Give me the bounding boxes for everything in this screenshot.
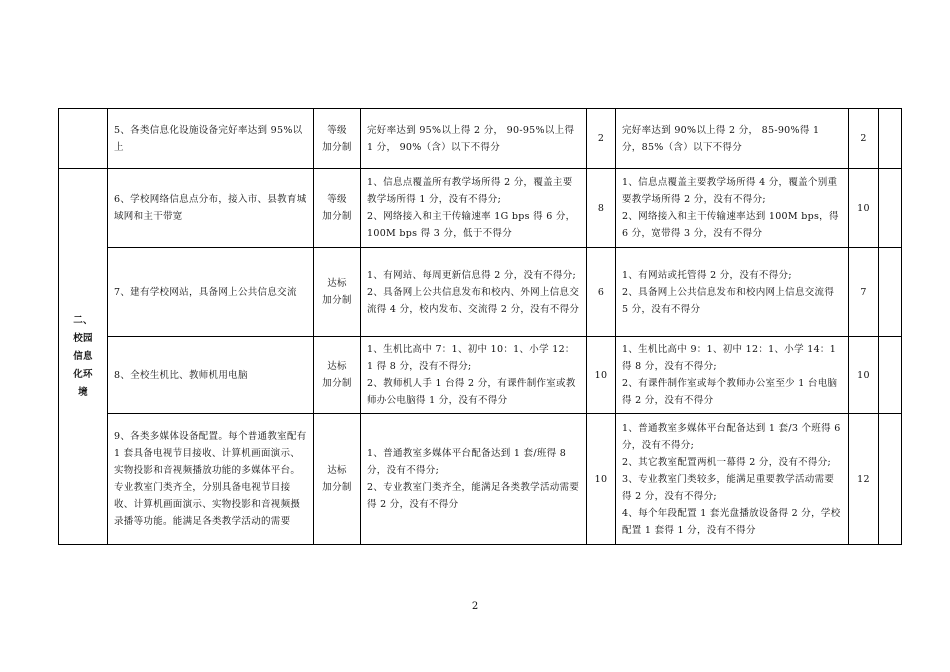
method-cell: 达标 加分制	[314, 337, 361, 414]
remark-cell	[879, 109, 902, 169]
method-cell: 等级 加分制	[314, 109, 361, 169]
standard-b-cell: 1、生机比高中 9：1、初中 12：1、小学 14：1 得 8 分，没有不得分; 2、有课件制作室或每个教师办公室至少 1 台电脑得 2 分，没有不得分	[616, 337, 849, 414]
standard-b-cell: 1、普通教室多媒体平台配备达到 1 套/3 个班得 6 分，没有不得分; 2、其它教室配置两机一幕得 2 分，没有不得分; 3、专业教室门类较多，能满足重要教学活动需要得 2 分，没有不得分; 4、每个年段配置 1 套光盘播放设备得 2 分，学校配置 1 套得 1 分，没有不得分	[616, 414, 849, 545]
score-b-cell: 2	[849, 109, 879, 169]
item-cell: 6、学校网络信息点分布，接入市、县教育城域网和主干带宽	[108, 169, 314, 248]
score-a-cell: 10	[587, 414, 616, 545]
evaluation-table	[58, 108, 902, 545]
remark-cell	[879, 337, 902, 414]
item-cell: 5、各类信息化设施设备完好率达到 95%以上	[108, 109, 314, 169]
item-cell: 9、各类多媒体设备配置。每个普通教室配有 1 套具备电视节目接收、计算机画面演示、实物投影和音视频播放功能的多媒体平台。专业教室门类齐全，分别具备电视节目接收、计算机画面演示、实物投影和音视频摄录播等功能。能满足各类教学活动的需要	[108, 414, 314, 545]
method-cell: 达标 加分制	[314, 414, 361, 545]
item-cell: 7、建有学校网站，具备网上公共信息交流	[108, 248, 314, 337]
score-a-cell: 6	[587, 248, 616, 337]
score-b-cell: 12	[849, 414, 879, 545]
standard-b-cell: 1、信息点覆盖主要教学场所得 4 分，覆盖个别重要教学场所得 2 分，没有不得分; 2、网络接入和主干传输速率达到 100M bps，得 6 分，宽带得 3 分，没有不得分	[616, 169, 849, 248]
standard-b-cell: 1、有网站或托管得 2 分，没有不得分; 2、具备网上公共信息发布和校内网上信息交流得 5 分，没有不得分	[616, 248, 849, 337]
standard-b-cell: 完好率达到 90%以上得 2 分， 85-90%得 1 分，85%（含）以下不得分	[616, 109, 849, 169]
score-a-cell: 8	[587, 169, 616, 248]
table-row	[59, 109, 902, 169]
remark-cell	[879, 248, 902, 337]
score-a-cell: 2	[587, 109, 616, 169]
standard-a-cell: 完好率达到 95%以上得 2 分， 90-95%以上得 1 分， 90%（含）以下不得分	[361, 109, 587, 169]
standard-a-cell: 1、生机比高中 7：1、初中 10：1、小学 12：1 得 8 分，没有不得分; 2、教师机人手 1 台得 2 分，有课件制作室或教师办公电脑得 1 分，没有不得分	[361, 337, 587, 414]
category-cell	[59, 109, 108, 169]
standard-a-cell: 1、有网站、每周更新信息得 2 分，没有不得分; 2、具备网上公共信息发布和校内、外网上信息交流得 4 分，校内发布、交流得 2 分，没有不得分	[361, 248, 587, 337]
item-cell: 8、全校生机比、教师机用电脑	[108, 337, 314, 414]
standard-a-cell: 1、普通教室多媒体平台配备达到 1 套/班得 8 分，没有不得分; 2、专业教室门类齐全，能满足各类教学活动需要得 2 分，没有不得分	[361, 414, 587, 545]
remark-cell	[879, 169, 902, 248]
remark-cell	[879, 414, 902, 545]
table-row	[59, 337, 902, 414]
method-cell: 等级 加分制	[314, 169, 361, 248]
score-b-cell: 10	[849, 169, 879, 248]
method-cell: 达标 加分制	[314, 248, 361, 337]
score-b-cell: 10	[849, 337, 879, 414]
category-cell: 二、 校园 信息 化环 境	[59, 169, 108, 545]
table-row	[59, 248, 902, 337]
score-a-cell: 10	[587, 337, 616, 414]
page-number: 2	[471, 601, 479, 612]
table-row	[59, 414, 902, 545]
score-b-cell: 7	[849, 248, 879, 337]
table-row	[59, 169, 902, 248]
standard-a-cell: 1、信息点覆盖所有教学场所得 2 分，覆盖主要教学场所得 1 分，没有不得分; 2、网络接入和主干传输速率 1G bps 得 6 分，100M bps 得 3 分，低于不得分	[361, 169, 587, 248]
